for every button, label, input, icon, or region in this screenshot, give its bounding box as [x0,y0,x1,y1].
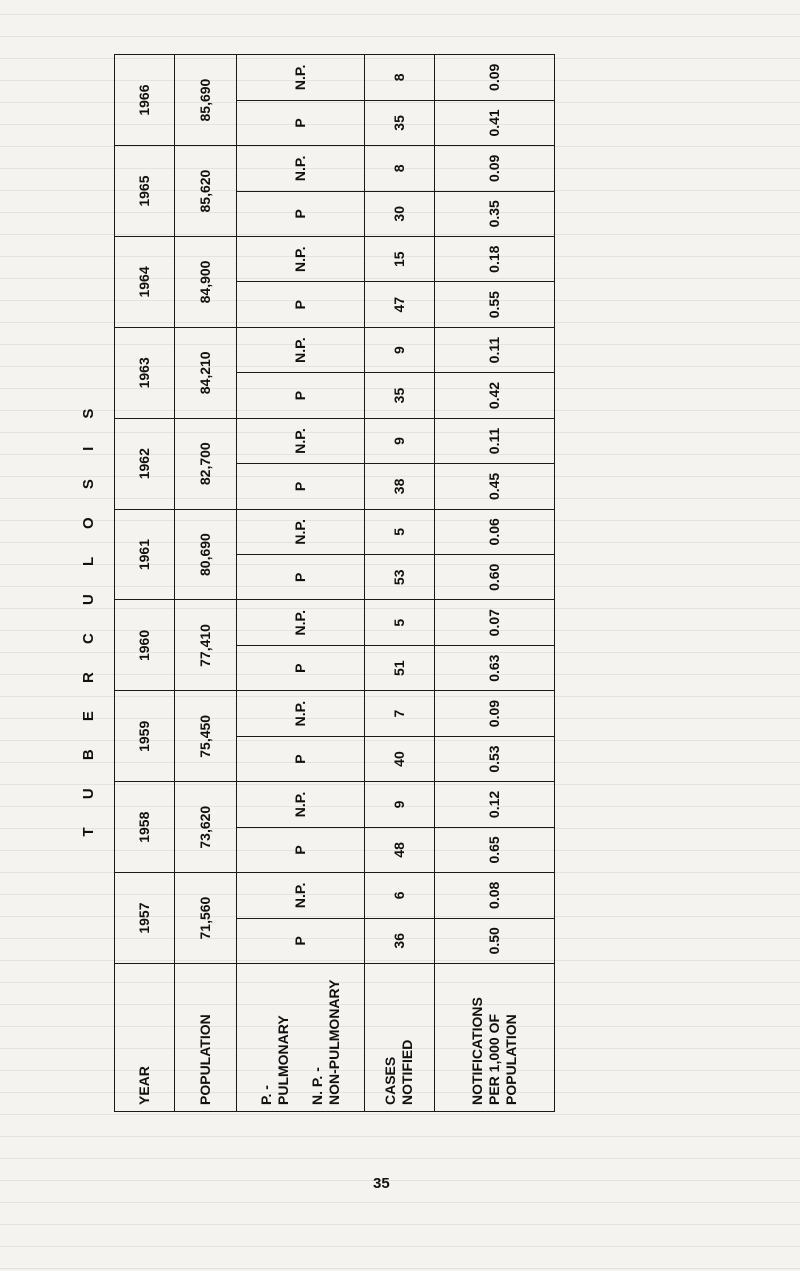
population-cell: 84,900 [174,237,236,328]
population-cell: 75,450 [174,691,236,782]
rate-cell: 0.09 [434,691,554,736]
rate-cell: 0.11 [434,327,554,372]
population-cell: 71,560 [174,873,236,964]
type-header: P [236,736,364,781]
table-title: T U B E R C U L O S I S [64,55,114,1112]
rate-cell: 0.45 [434,464,554,509]
rate-cell: 0.09 [434,55,554,101]
type-header: P [236,645,364,690]
type-header: N.P. [236,418,364,463]
cases-cell: 7 [364,691,434,736]
rate-cell: 0.41 [434,100,554,145]
rate-label-line: POPULATION [502,1014,519,1105]
rate-cell: 0.18 [434,237,554,282]
type-header: P [236,191,364,236]
cases-cell: 51 [364,645,434,690]
type-header: P [236,373,364,418]
type-header: P [236,555,364,600]
rate-cell: 0.60 [434,555,554,600]
cases-cell: 9 [364,418,434,463]
type-label-line: N. P. - [308,1067,325,1105]
title-row [64,55,114,1112]
rate-cell: 0.65 [434,827,554,872]
rate-cell: 0.09 [434,146,554,191]
type-header: P [236,827,364,872]
rotated-table-wrapper [64,54,554,1112]
rate-row [434,55,554,1112]
type-header: P [236,464,364,509]
cases-row [364,55,434,1112]
year-label: YEAR [114,964,174,1112]
type-header: N.P. [236,600,364,645]
cases-cell: 30 [364,191,434,236]
rate-label [434,964,554,1112]
year-cell: 1963 [114,327,174,418]
type-label-line [292,966,309,1105]
population-cell: 73,620 [174,782,236,873]
rate-cell: 0.35 [434,191,554,236]
rate-cell: 0.06 [434,509,554,554]
rate-cell: 0.08 [434,873,554,918]
cases-label [364,964,434,1112]
type-header: N.P. [236,873,364,918]
cases-label-line: CASES [382,1056,398,1105]
cases-cell: 35 [364,373,434,418]
rate-cell: 0.63 [434,645,554,690]
population-cell: 80,690 [174,509,236,600]
rate-cell: 0.55 [434,282,554,327]
type-header: N.P. [236,327,364,372]
cases-cell: 8 [364,55,434,101]
population-cell: 84,210 [174,327,236,418]
cases-cell: 9 [364,782,434,827]
year-row [114,55,174,1112]
cases-cell: 36 [364,918,434,963]
type-label-line: P. - [257,1085,274,1105]
population-cell: 77,410 [174,600,236,691]
type-header: N.P. [236,691,364,736]
population-label: POPULATION [174,964,236,1112]
year-cell: 1958 [114,782,174,873]
page-number: 35 [373,1175,390,1192]
year-cell: 1966 [114,55,174,146]
rate-label-line: NOTIFICATIONS [468,997,485,1105]
population-cell: 85,620 [174,146,236,237]
cases-cell: 8 [364,146,434,191]
type-header: P [236,100,364,145]
population-cell: 82,700 [174,418,236,509]
cases-cell: 5 [364,509,434,554]
type-header: N.P. [236,55,364,101]
type-row [236,55,364,1112]
cases-cell: 15 [364,237,434,282]
cases-cell: 35 [364,100,434,145]
cases-cell: 53 [364,555,434,600]
population-row [174,55,236,1112]
rate-cell: 0.07 [434,600,554,645]
year-cell: 1964 [114,237,174,328]
cases-label-line: NOTIFIED [399,1039,415,1105]
year-cell: 1962 [114,418,174,509]
cases-cell: 40 [364,736,434,781]
rate-cell: 0.11 [434,418,554,463]
cases-cell: 9 [364,327,434,372]
year-cell: 1957 [114,873,174,964]
type-header: P [236,918,364,963]
rate-cell: 0.12 [434,782,554,827]
cases-cell: 47 [364,282,434,327]
rate-cell: 0.50 [434,918,554,963]
year-cell: 1959 [114,691,174,782]
cases-cell: 38 [364,464,434,509]
type-label-line: NON-PULMONARY [325,979,342,1105]
type-header: N.P. [236,146,364,191]
rate-label-line: PER 1,000 OF [485,1013,502,1105]
cases-cell: 5 [364,600,434,645]
type-header: N.P. [236,509,364,554]
cases-cell: 6 [364,873,434,918]
year-cell: 1960 [114,600,174,691]
tuberculosis-table [64,54,555,1112]
year-cell: 1965 [114,146,174,237]
type-header: P [236,282,364,327]
type-label-line: PULMONARY [274,1015,291,1105]
type-label [236,964,364,1112]
rate-cell: 0.42 [434,373,554,418]
type-header: N.P. [236,782,364,827]
cases-cell: 48 [364,827,434,872]
year-cell: 1961 [114,509,174,600]
population-cell: 85,690 [174,55,236,146]
type-header: N.P. [236,237,364,282]
rate-cell: 0.53 [434,736,554,781]
